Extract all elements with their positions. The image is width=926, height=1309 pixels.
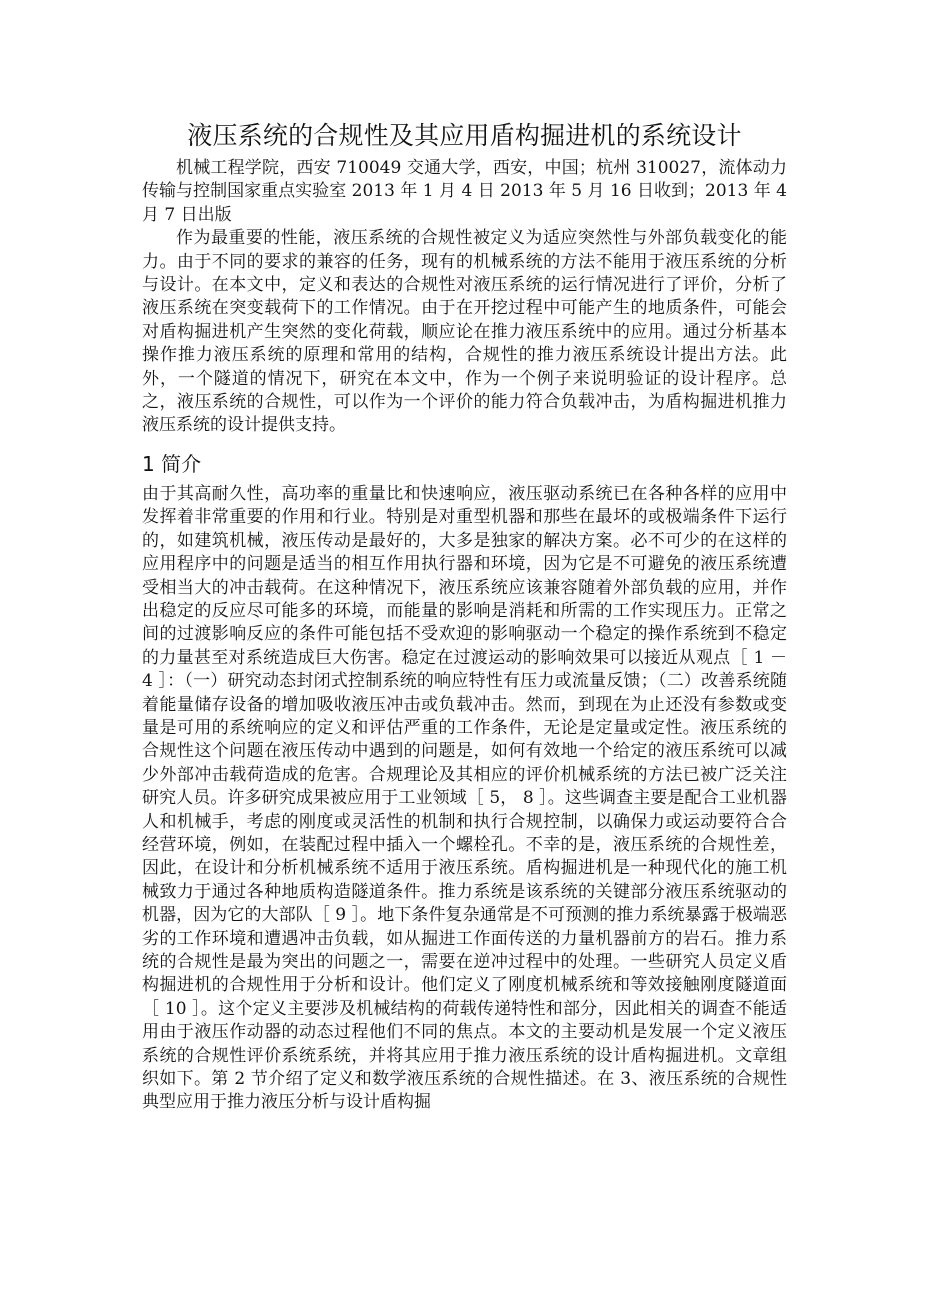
- author-affiliation: 机械工程学院，西安 710049 交通大学，西安，中国；杭州 310027，流体动力传输与控制国家重点实验室 2013 年 1 月 4 日 2013 年 5 月 16 日收到；2013 年 4 月 7 日出版: [142, 158, 787, 225]
- document-content: [142, 115, 787, 1115]
- introduction-paragraph: 由于其高耐久性，高功率的重量比和快速响应，液压驱动系统已在各种各样的应用中发挥着非常重要的作用和行业。特别是对重型机器和那些在最坏的或极端条件下运行的，如建筑机械，液压传动是最好的，大多是独家的解决方案。必不可少的在这样的应用程序中的问题是适当的相互作用执行器和环境，因为它是不可避免的液压系统遭受相当大的冲击载荷。在这种情况下，液压系统应该兼容随着外部负载的应用，并作出稳定的反应尽可能多的环境，而能量的影响是消耗和所需的工作实现压力。正常之间的过渡影响反应的条件可能包括不受欢迎的影响驱动一个稳定的操作系统到不稳定的力量甚至对系统造成巨大伤害。稳定在过渡运动的影响效果可以接近从观点［ 1 － 4 ］：（一）研究动态封闭式控制系统的响应特性有压力或流量反馈；（二）改善系统随着能量储存设备的增加吸收液压冲击或负载冲击。然而，到现在为止还没有参数或变量是可用的系统响应的定义和评估严重的工作条件，无论是定量或定性。液压系统的合规性这个问题在液压传动中遇到的问题是，如何有效地一个给定的液压系统可以减少外部冲击载荷造成的危害。合规理论及其相应的评价机械系统的方法已被广泛关注研究人员。许多研究成果被应用于工业领域［ 5， 8 ］。这些调查主要是配合工业机器人和机械手，考虑的刚度或灵活性的机制和执行合规控制，以确保力或运动要符合合经营环境，例如，在装配过程中插入一个螺栓孔。不幸的是，液压系统的合规性差，因此，在设计和分析机械系统不适用于液压系统。盾构掘进机是一种现代化的施工机械致力于通过各种地质构造隧道条件。推力系统是该系统的关键部分液压系统驱动的机器，因为它的大部队［ 9 ］。地下条件复杂通常是不可预测的推力系统暴露于极端恶劣的工作环境和遭遇冲击负载，如从掘进工作面传送的力量机器前方的岩石。推力系统的合规性是最为突出的问题之一，需要在逆冲过程中的处理。一些研究人员定义盾构掘进机的合规性用于分析和设计。他们定义了刚度机械系统和等效接触刚度隧道面［ 10 ］。这个定义主要涉及机械结构的荷载传递特性和部分，因此相关的调查不能适用由于液压作动器的动态过程他们不同的焦点。本文的主要动机是发展一个定义液压系统的合规性评价系统系统，并将其应用于推力液压系统的设计盾构掘进机。文章组织如下。第 2 节介绍了定义和数学液压系统的合规性描述。在 3、液压系统的合规性典型应用于推力液压分析与设计盾构掘: [142, 483, 787, 1113]
- document-title: 液压系统的合规性及其应用盾构掘进机的系统设计: [187, 121, 742, 150]
- section-heading-introduction: 1 简介: [142, 451, 202, 476]
- abstract-paragraph: 作为最重要的性能，液压系统的合规性被定义为适应突然性与外部负载变化的能力。由于不同的要求的兼容的任务，现有的机械系统的方法不能用于液压系统的分析与设计。在本文中，定义和表达的合规性对液压系统的运行情况进行了评价，分析了液压系统在突变载荷下的工作情况。由于在开挖过程中可能产生的地质条件，可能会对盾构掘进机产生突然的变化荷载，顺应论在推力液压系统中的应用。通过分析基本操作推力液压系统的原理和常用的结构，合规性的推力液压系统设计提出方法。此外，一个隧道的情况下，研究在本文中，作为一个例子来说明验证的设计程序。总之，液压系统的合规性，可以作为一个评价的能力符合负载冲击，为盾构掘进机推力液压系统的设计提供支持。: [142, 228, 787, 436]
